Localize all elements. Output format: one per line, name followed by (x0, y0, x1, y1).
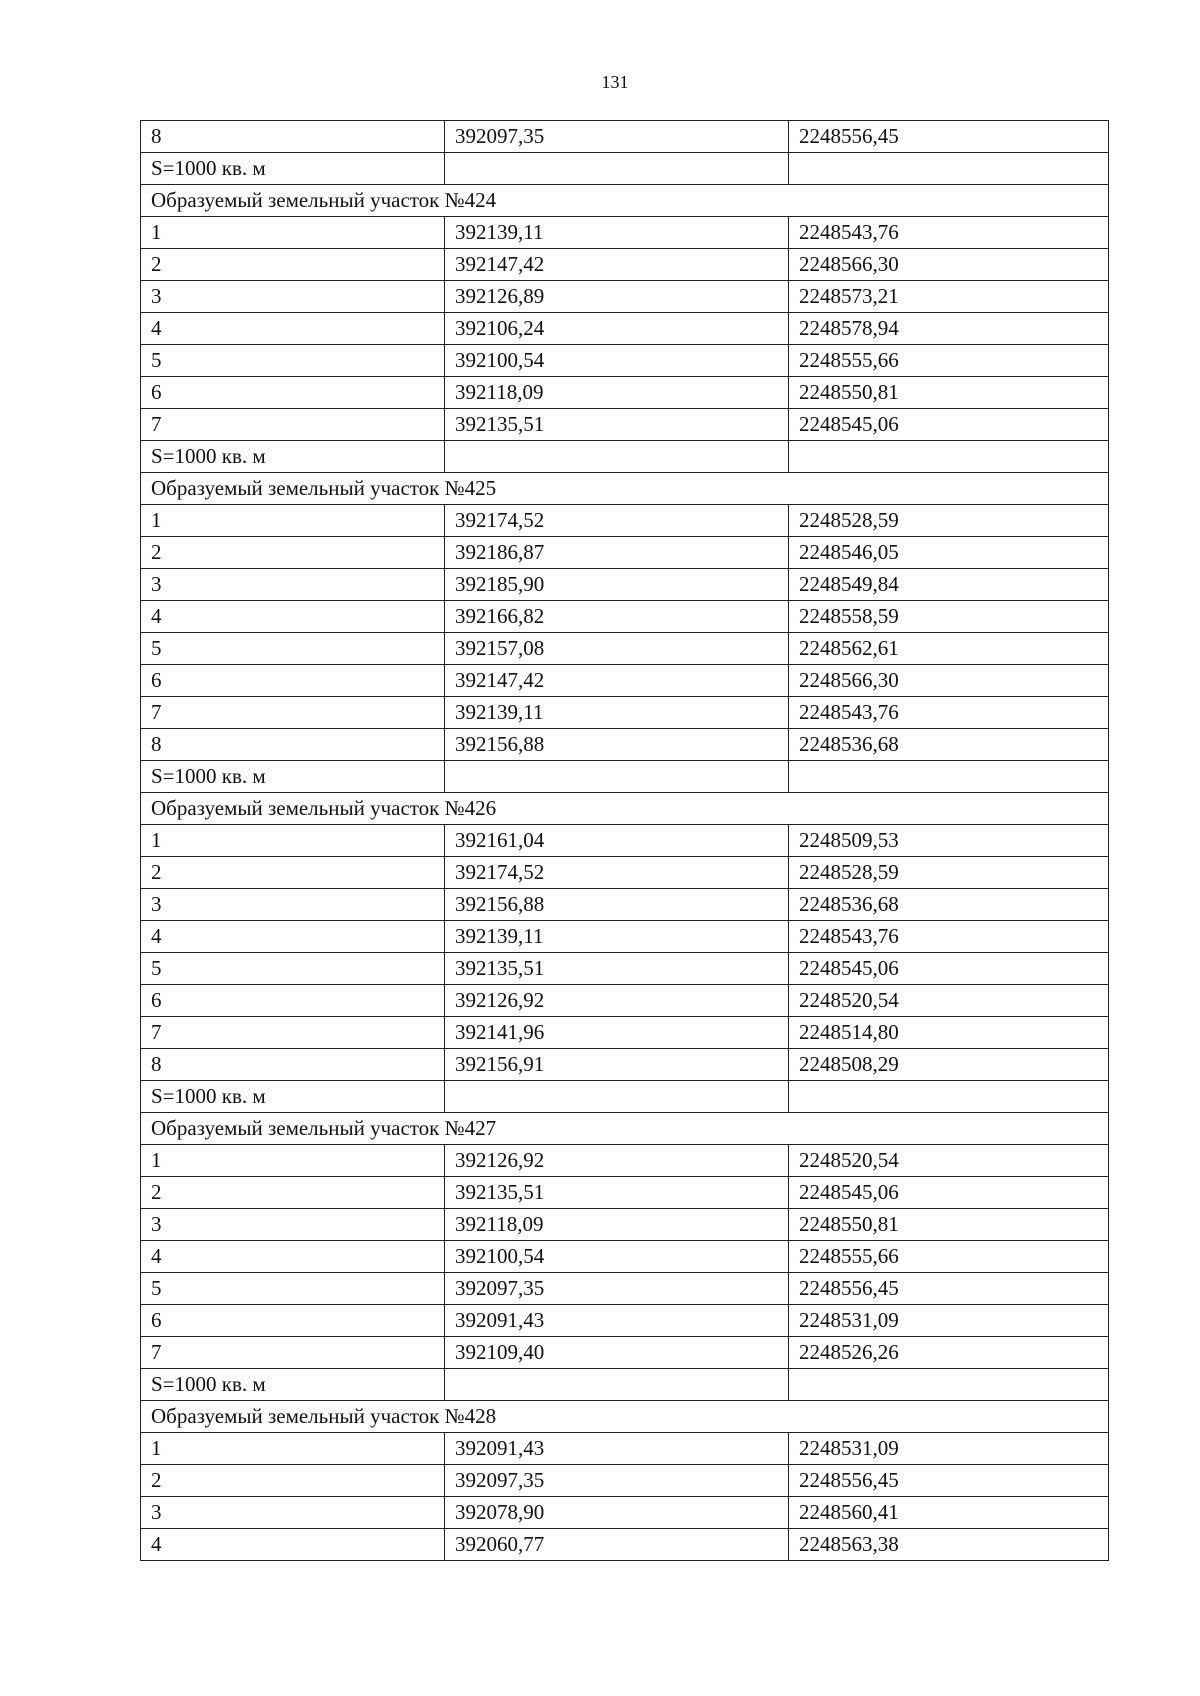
empty-cell (789, 441, 1109, 473)
x-coordinate-cell: 392156,91 (445, 1049, 789, 1081)
y-coordinate-cell: 2248566,30 (789, 249, 1109, 281)
x-coordinate-cell: 392139,11 (445, 697, 789, 729)
point-number-cell: 2 (141, 249, 445, 281)
x-coordinate-cell: 392147,42 (445, 249, 789, 281)
point-row (141, 601, 1109, 633)
empty-cell (445, 441, 789, 473)
point-row (141, 1273, 1109, 1305)
x-coordinate-cell: 392078,90 (445, 1497, 789, 1529)
y-coordinate-cell: 2248563,38 (789, 1529, 1109, 1561)
point-number-cell: 4 (141, 1241, 445, 1273)
x-coordinate-cell: 392126,92 (445, 1145, 789, 1177)
y-coordinate-cell: 2248556,45 (789, 121, 1109, 153)
point-number-cell: 2 (141, 1177, 445, 1209)
point-row (141, 953, 1109, 985)
point-row (141, 1337, 1109, 1369)
point-row (141, 1529, 1109, 1561)
y-coordinate-cell: 2248545,06 (789, 1177, 1109, 1209)
plot-header-row (141, 185, 1109, 217)
y-coordinate-cell: 2248508,29 (789, 1049, 1109, 1081)
point-number-cell: 3 (141, 1209, 445, 1241)
y-coordinate-cell: 2248526,26 (789, 1337, 1109, 1369)
area-row (141, 1081, 1109, 1113)
x-coordinate-cell: 392126,89 (445, 281, 789, 313)
plot-header-cell: Образуемый земельный участок №426 (141, 793, 1109, 825)
point-number-cell: 1 (141, 217, 445, 249)
area-cell: S=1000 кв. м (141, 153, 445, 185)
y-coordinate-cell: 2248536,68 (789, 889, 1109, 921)
point-number-cell: 8 (141, 729, 445, 761)
point-row (141, 345, 1109, 377)
y-coordinate-cell: 2248543,76 (789, 217, 1109, 249)
plot-header-cell: Образуемый земельный участок №424 (141, 185, 1109, 217)
point-row (141, 505, 1109, 537)
y-coordinate-cell: 2248566,30 (789, 665, 1109, 697)
x-coordinate-cell: 392118,09 (445, 1209, 789, 1241)
point-number-cell: 2 (141, 1465, 445, 1497)
y-coordinate-cell: 2248573,21 (789, 281, 1109, 313)
y-coordinate-cell: 2248543,76 (789, 921, 1109, 953)
point-row (141, 1241, 1109, 1273)
empty-cell (445, 153, 789, 185)
point-number-cell: 2 (141, 857, 445, 889)
y-coordinate-cell: 2248545,06 (789, 953, 1109, 985)
y-coordinate-cell: 2248555,66 (789, 345, 1109, 377)
x-coordinate-cell: 392166,82 (445, 601, 789, 633)
empty-cell (789, 153, 1109, 185)
point-number-cell: 7 (141, 1017, 445, 1049)
point-row (141, 377, 1109, 409)
x-coordinate-cell: 392161,04 (445, 825, 789, 857)
y-coordinate-cell: 2248509,53 (789, 825, 1109, 857)
area-cell: S=1000 кв. м (141, 761, 445, 793)
y-coordinate-cell: 2248556,45 (789, 1273, 1109, 1305)
plot-header-cell: Образуемый земельный участок №427 (141, 1113, 1109, 1145)
x-coordinate-cell: 392135,51 (445, 953, 789, 985)
point-row (141, 697, 1109, 729)
point-row (141, 1049, 1109, 1081)
y-coordinate-cell: 2248560,41 (789, 1497, 1109, 1529)
x-coordinate-cell: 392135,51 (445, 1177, 789, 1209)
plot-header-row (141, 473, 1109, 505)
point-number-cell: 5 (141, 1273, 445, 1305)
point-row (141, 121, 1109, 153)
x-coordinate-cell: 392156,88 (445, 729, 789, 761)
point-row (141, 569, 1109, 601)
y-coordinate-cell: 2248543,76 (789, 697, 1109, 729)
point-number-cell: 5 (141, 345, 445, 377)
point-row (141, 1305, 1109, 1337)
area-row (141, 153, 1109, 185)
x-coordinate-cell: 392141,96 (445, 1017, 789, 1049)
point-number-cell: 7 (141, 697, 445, 729)
y-coordinate-cell: 2248528,59 (789, 857, 1109, 889)
point-row (141, 1497, 1109, 1529)
x-coordinate-cell: 392097,35 (445, 1273, 789, 1305)
y-coordinate-cell: 2248555,66 (789, 1241, 1109, 1273)
y-coordinate-cell: 2248536,68 (789, 729, 1109, 761)
x-coordinate-cell: 392135,51 (445, 409, 789, 441)
y-coordinate-cell: 2248531,09 (789, 1433, 1109, 1465)
empty-cell (445, 1081, 789, 1113)
y-coordinate-cell: 2248546,05 (789, 537, 1109, 569)
x-coordinate-cell: 392157,08 (445, 633, 789, 665)
empty-cell (789, 1369, 1109, 1401)
point-number-cell: 3 (141, 1497, 445, 1529)
point-row (141, 665, 1109, 697)
plot-header-row (141, 793, 1109, 825)
point-number-cell: 2 (141, 537, 445, 569)
point-number-cell: 4 (141, 1529, 445, 1561)
x-coordinate-cell: 392126,92 (445, 985, 789, 1017)
coordinates-table (140, 120, 1109, 1561)
x-coordinate-cell: 392186,87 (445, 537, 789, 569)
point-row (141, 633, 1109, 665)
point-number-cell: 3 (141, 889, 445, 921)
area-cell: S=1000 кв. м (141, 1369, 445, 1401)
point-row (141, 313, 1109, 345)
y-coordinate-cell: 2248550,81 (789, 377, 1109, 409)
point-row (141, 889, 1109, 921)
point-number-cell: 6 (141, 1305, 445, 1337)
point-row (141, 985, 1109, 1017)
empty-cell (445, 761, 789, 793)
x-coordinate-cell: 392109,40 (445, 1337, 789, 1369)
point-row (141, 729, 1109, 761)
point-row (141, 921, 1109, 953)
x-coordinate-cell: 392118,09 (445, 377, 789, 409)
point-row (141, 1433, 1109, 1465)
empty-cell (445, 1369, 789, 1401)
point-row (141, 281, 1109, 313)
y-coordinate-cell: 2248549,84 (789, 569, 1109, 601)
point-row (141, 249, 1109, 281)
plot-header-cell: Образуемый земельный участок №425 (141, 473, 1109, 505)
x-coordinate-cell: 392060,77 (445, 1529, 789, 1561)
point-row (141, 217, 1109, 249)
y-coordinate-cell: 2248545,06 (789, 409, 1109, 441)
point-number-cell: 6 (141, 665, 445, 697)
x-coordinate-cell: 392091,43 (445, 1433, 789, 1465)
y-coordinate-cell: 2248550,81 (789, 1209, 1109, 1241)
x-coordinate-cell: 392100,54 (445, 1241, 789, 1273)
point-number-cell: 6 (141, 985, 445, 1017)
x-coordinate-cell: 392100,54 (445, 345, 789, 377)
plot-header-cell: Образуемый земельный участок №428 (141, 1401, 1109, 1433)
plot-header-row (141, 1113, 1109, 1145)
point-number-cell: 1 (141, 1433, 445, 1465)
point-number-cell: 4 (141, 921, 445, 953)
area-cell: S=1000 кв. м (141, 441, 445, 473)
page-number: 131 (601, 72, 629, 92)
empty-cell (789, 761, 1109, 793)
x-coordinate-cell: 392097,35 (445, 121, 789, 153)
x-coordinate-cell: 392139,11 (445, 921, 789, 953)
point-row (141, 825, 1109, 857)
x-coordinate-cell: 392185,90 (445, 569, 789, 601)
plot-header-row (141, 1401, 1109, 1433)
point-row (141, 1177, 1109, 1209)
point-number-cell: 3 (141, 281, 445, 313)
point-number-cell: 7 (141, 1337, 445, 1369)
x-coordinate-cell: 392091,43 (445, 1305, 789, 1337)
x-coordinate-cell: 392097,35 (445, 1465, 789, 1497)
y-coordinate-cell: 2248558,59 (789, 601, 1109, 633)
area-cell: S=1000 кв. м (141, 1081, 445, 1113)
point-number-cell: 3 (141, 569, 445, 601)
x-coordinate-cell: 392106,24 (445, 313, 789, 345)
point-number-cell: 5 (141, 953, 445, 985)
y-coordinate-cell: 2248556,45 (789, 1465, 1109, 1497)
y-coordinate-cell: 2248562,61 (789, 633, 1109, 665)
point-row (141, 857, 1109, 889)
area-row (141, 441, 1109, 473)
point-number-cell: 5 (141, 633, 445, 665)
point-number-cell: 1 (141, 825, 445, 857)
point-number-cell: 6 (141, 377, 445, 409)
point-number-cell: 8 (141, 121, 445, 153)
point-number-cell: 1 (141, 1145, 445, 1177)
x-coordinate-cell: 392139,11 (445, 217, 789, 249)
y-coordinate-cell: 2248520,54 (789, 985, 1109, 1017)
y-coordinate-cell: 2248528,59 (789, 505, 1109, 537)
point-row (141, 1465, 1109, 1497)
x-coordinate-cell: 392156,88 (445, 889, 789, 921)
y-coordinate-cell: 2248578,94 (789, 313, 1109, 345)
y-coordinate-cell: 2248520,54 (789, 1145, 1109, 1177)
point-number-cell: 4 (141, 601, 445, 633)
point-number-cell: 8 (141, 1049, 445, 1081)
point-row (141, 1209, 1109, 1241)
point-row (141, 1145, 1109, 1177)
x-coordinate-cell: 392147,42 (445, 665, 789, 697)
area-row (141, 761, 1109, 793)
x-coordinate-cell: 392174,52 (445, 505, 789, 537)
empty-cell (789, 1081, 1109, 1113)
area-row (141, 1369, 1109, 1401)
y-coordinate-cell: 2248531,09 (789, 1305, 1109, 1337)
point-row (141, 1017, 1109, 1049)
point-row (141, 537, 1109, 569)
point-number-cell: 1 (141, 505, 445, 537)
y-coordinate-cell: 2248514,80 (789, 1017, 1109, 1049)
point-number-cell: 4 (141, 313, 445, 345)
point-number-cell: 7 (141, 409, 445, 441)
coordinates-table-body (141, 121, 1109, 1561)
point-row (141, 409, 1109, 441)
x-coordinate-cell: 392174,52 (445, 857, 789, 889)
